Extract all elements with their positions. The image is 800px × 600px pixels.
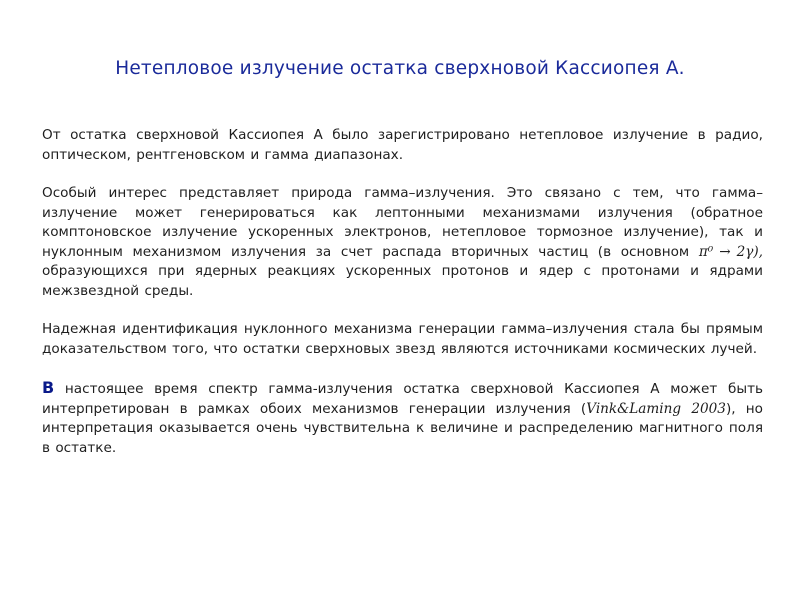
paragraph-interpretation: [42, 378, 763, 458]
paragraph-identification: Надежная идентификация нуклонного механизма генерации гамма–излучения стала бы прямым доказательством того, что остатки сверхновых звезд являются источниками космических лучей.: [42, 321, 763, 357]
formula-right: 2γ),: [736, 243, 764, 260]
formula-left: π⁰: [698, 243, 714, 260]
pion-decay-formula: [699, 244, 763, 260]
slide-title: Нетепловое излучение остатка сверхновой Кассиопея А.: [115, 58, 685, 79]
paragraph-lead-letter: В: [42, 378, 55, 397]
citation-year: 2003: [691, 400, 726, 417]
paragraph-gamma-origin: [42, 184, 763, 301]
paragraph-gamma-origin-text: Особый интерес представляет природа гамма–излучения. Это связано с тем, что гамма–излучение может генерироваться как лептонными механизмами излучения (обратное комптоновское излучение ускоренных электронов, нетепловое тормозное излучение), так и нуклонным механизмом излучения за счет распада вторичных частиц (в основном: [42, 185, 763, 260]
citation-authors: Vink&Laming: [586, 400, 682, 417]
slide-body: [42, 126, 763, 477]
paragraph-gamma-origin-tail: образующихся при ядерных реакциях ускоренных протонов и ядер с протонами и ядрами межзвездной среды.: [42, 263, 763, 299]
paragraph-observations: От остатка сверхновой Кассиопея А было зарегистрировано нетепловое излучение в радио, оптическом, рентгеновском и гамма диапазонах.: [42, 127, 763, 163]
formula-arrow: →: [719, 243, 731, 260]
citation: [586, 401, 726, 417]
paragraph-interpretation-text: настоящее время спектр гамма-излучения остатка сверхновой Кассиопея А может быть интерпретирован в рамках обоих механизмов генерации излучения (: [42, 381, 763, 417]
paragraph-interpretation-tail: ), но интерпретация оказывается очень чувствительна к величине и распределению магнитного поля в остатке.: [42, 400, 763, 456]
